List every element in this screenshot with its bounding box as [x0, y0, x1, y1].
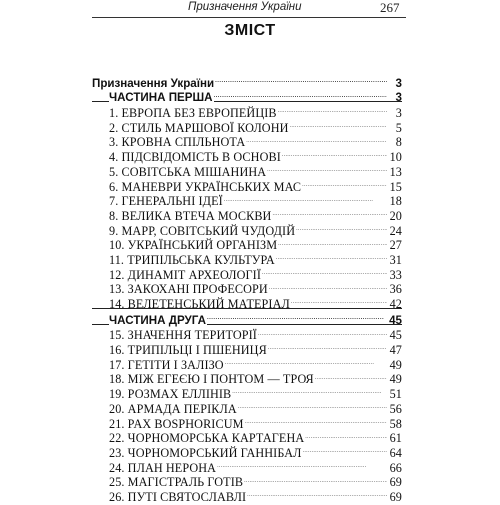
toc-entry-page: 45 — [389, 313, 402, 327]
toc-chapter-entry[interactable] — [92, 161, 402, 179]
table-of-contents — [92, 72, 402, 504]
toc-entry-title: 26. ПУТІ СВЯТОСЛАВЛІ — [109, 489, 247, 504]
toc-heading: ЗМІСТ — [224, 22, 276, 39]
toc-entry-title: ЧАСТИНА ДРУГА — [109, 313, 206, 327]
dot-leader — [247, 486, 387, 501]
toc-entry-title: 13. ЗАКОХАНІ ПРОФЕСОРИ — [109, 282, 268, 297]
toc-entry-page: 5 — [395, 120, 402, 135]
toc-entry-title: 14. ВЕЛЕТЕНСЬКИЙ МАТЕРІАЛ — [109, 297, 290, 311]
toc-chapter-entry[interactable] — [92, 102, 402, 121]
toc-chapter-entry[interactable] — [92, 325, 402, 343]
toc-entry-page: 10 — [389, 150, 402, 165]
dot-leader — [262, 264, 387, 279]
toc-chapter-entry[interactable] — [92, 117, 402, 135]
header-rule — [92, 17, 406, 18]
dot-leader — [244, 472, 387, 487]
toc-entry-title: 15. ЗНАЧЕННЯ ТЕРИТОРІЇ — [109, 328, 257, 343]
toc-entry-title: 22. ЧОРНОМОРСЬКА КАРТАГЕНА — [109, 431, 305, 446]
dot-leader — [215, 72, 387, 87]
toc-chapter-entry[interactable] — [92, 191, 402, 209]
dot-leader — [296, 220, 387, 235]
dot-leader — [238, 398, 387, 413]
toc-chapter-entry[interactable] — [92, 413, 402, 431]
toc-entry-page: 8 — [395, 135, 402, 150]
toc-part-entry[interactable] — [92, 87, 402, 103]
toc-chapter-entry[interactable] — [92, 398, 402, 416]
toc-entry-page: 64 — [389, 445, 402, 460]
toc-entry-page: 3 — [395, 91, 402, 105]
toc-chapter-entry[interactable] — [92, 249, 402, 267]
toc-chapter-entry[interactable] — [92, 132, 402, 150]
toc-entry-page: 18 — [389, 194, 402, 209]
toc-chapter-entry[interactable] — [92, 383, 402, 402]
dot-leader — [225, 354, 387, 369]
toc-entry-title: 11. ТРИПІЛЬСЬКА КУЛЬТУРА — [109, 252, 275, 267]
toc-entry-page: 36 — [389, 282, 402, 297]
dot-leader — [232, 383, 387, 398]
toc-entry-title: ЧАСТИНА ПЕРША — [109, 91, 213, 105]
dot-leader — [207, 309, 387, 324]
toc-entry-title: 3. КРОВНА СПІЛЬНОТА — [109, 135, 246, 150]
toc-chapter-entry[interactable] — [92, 472, 402, 490]
toc-entry-page: 13 — [389, 164, 402, 179]
toc-entry-title: 18. МІЖ ЕГЕЄЮ І ПОНТОМ — ТРОЯ — [109, 372, 314, 387]
running-title: Призначення України — [188, 1, 302, 13]
toc-chapter-entry[interactable] — [92, 486, 402, 504]
dot-leader — [267, 161, 387, 176]
toc-entry-title: 12. ДИНАМІТ АРХЕОЛОГІЇ — [109, 267, 261, 282]
dot-leader — [269, 279, 387, 294]
toc-entry-title: 5. СОВІТСЬКА МІШАНИНА — [109, 164, 267, 179]
toc-entry-page: 31 — [389, 252, 402, 267]
toc-entry-page: 51 — [389, 387, 402, 402]
toc-chapter-entry[interactable] — [92, 176, 402, 194]
toc-entry-title: 19. РОЗМАХ ЕЛЛІНІВ — [109, 387, 232, 402]
toc-chapter-entry[interactable] — [92, 264, 402, 282]
dot-leader — [305, 428, 387, 443]
dot-leader — [224, 191, 387, 206]
toc-entry-title: 2. СТИЛЬ МАРШОВОЇ КОЛОНИ — [109, 120, 289, 135]
dot-leader — [272, 205, 387, 220]
toc-entry-page: 66 — [389, 460, 402, 475]
toc-entry-page: 69 — [389, 489, 402, 504]
dot-leader — [245, 413, 387, 428]
dot-leader — [217, 457, 387, 472]
dot-leader — [276, 249, 387, 264]
running-head — [0, 0, 500, 18]
toc-chapter-entry[interactable] — [92, 205, 402, 223]
toc-entry-page: 20 — [389, 208, 402, 223]
toc-chapter-entry[interactable] — [92, 235, 402, 253]
toc-entry-title: 20. АРМАДА ПЕРІКЛА — [109, 401, 237, 416]
toc-chapter-entry[interactable] — [92, 339, 402, 358]
toc-entry-title: 8. ВЕЛИКА ВТЕЧА МОСКВИ — [109, 208, 272, 223]
dot-leader — [303, 442, 387, 457]
toc-entry-title: 25. МАГІСТРАЛЬ ГОТІВ — [109, 475, 244, 490]
toc-entry-title: 10. УКРАЇНСЬКИЙ ОРГАНІЗМ — [109, 238, 278, 253]
dot-leader — [315, 369, 387, 384]
dot-leader — [268, 339, 387, 354]
toc-entry-page: 27 — [389, 238, 402, 253]
toc-entry-title: 24. ПЛАН НЕРОНА — [109, 460, 217, 475]
toc-entry-page: 24 — [389, 223, 402, 238]
toc-chapter-entry[interactable] — [92, 279, 402, 297]
toc-entry-title: 6. МАНЕВРИ УКРАЇНСЬКИХ МАС — [109, 179, 302, 194]
page-number: 267 — [380, 0, 400, 15]
toc-chapter-entry[interactable] — [92, 220, 402, 238]
toc-entry-page: 15 — [389, 179, 402, 194]
toc-entry-title: Призначення України — [92, 76, 215, 90]
toc-entry-page: 3 — [395, 76, 402, 90]
toc-entry-page: 33 — [389, 267, 402, 282]
toc-chapter-entry[interactable] — [92, 293, 402, 311]
dot-leader — [278, 235, 387, 250]
toc-chapter-entry[interactable] — [92, 146, 402, 165]
toc-entry-page: 69 — [389, 475, 402, 490]
toc-entry-title: 21. PAX BOSPHORICUM — [109, 416, 244, 431]
toc-entry-page: 49 — [389, 357, 402, 372]
toc-entry-title: 16. ТРИПІЛЬЦІ І ПШЕНИЦЯ — [109, 343, 267, 358]
toc-entry-page: 47 — [389, 343, 402, 358]
toc-entry-page: 45 — [389, 328, 402, 343]
toc-entry-title: 9. МАРР, СОВІТСЬКИЙ ЧУДОДІЙ — [109, 223, 296, 238]
dot-leader — [278, 102, 387, 117]
toc-entry-page: 56 — [389, 401, 402, 416]
dot-leader — [214, 87, 387, 102]
toc-chapter-entry[interactable] — [92, 457, 402, 475]
toc-entry-page: 3 — [395, 106, 402, 121]
dot-leader — [258, 325, 387, 340]
toc-part-entry[interactable] — [92, 308, 402, 325]
toc-chapter-entry[interactable] — [92, 369, 402, 387]
toc-chapter-entry[interactable] — [92, 354, 402, 372]
dot-leader — [291, 293, 387, 308]
toc-section-entry[interactable] — [92, 72, 402, 90]
toc-chapter-entry[interactable] — [92, 428, 402, 446]
toc-entry-page: 49 — [389, 372, 402, 387]
toc-chapter-entry[interactable] — [92, 442, 402, 460]
toc-entry-page: 58 — [389, 416, 402, 431]
toc-entry-title: 1. ЕВРОПА БЕЗ ЕВРОПЕЙЦІВ — [109, 106, 277, 121]
toc-entry-title: 23. ЧОРНОМОРСЬКИЙ ГАННІБАЛ — [109, 445, 302, 460]
toc-entry-title: 4. ПІДСВІДОМІСТЬ В ОСНОВІ — [109, 150, 281, 165]
dot-leader — [246, 132, 387, 147]
toc-entry-title: 17. ГЕТІТИ І ЗАЛІЗО — [109, 357, 224, 372]
toc-entry-title: 7. ГЕНЕРАЛЬНІ ІДЕЇ — [109, 194, 223, 209]
toc-entry-page: 42 — [389, 297, 402, 311]
dot-leader — [302, 176, 387, 191]
dot-leader — [282, 146, 387, 161]
toc-entry-page: 61 — [389, 431, 402, 446]
dot-leader — [290, 117, 387, 132]
